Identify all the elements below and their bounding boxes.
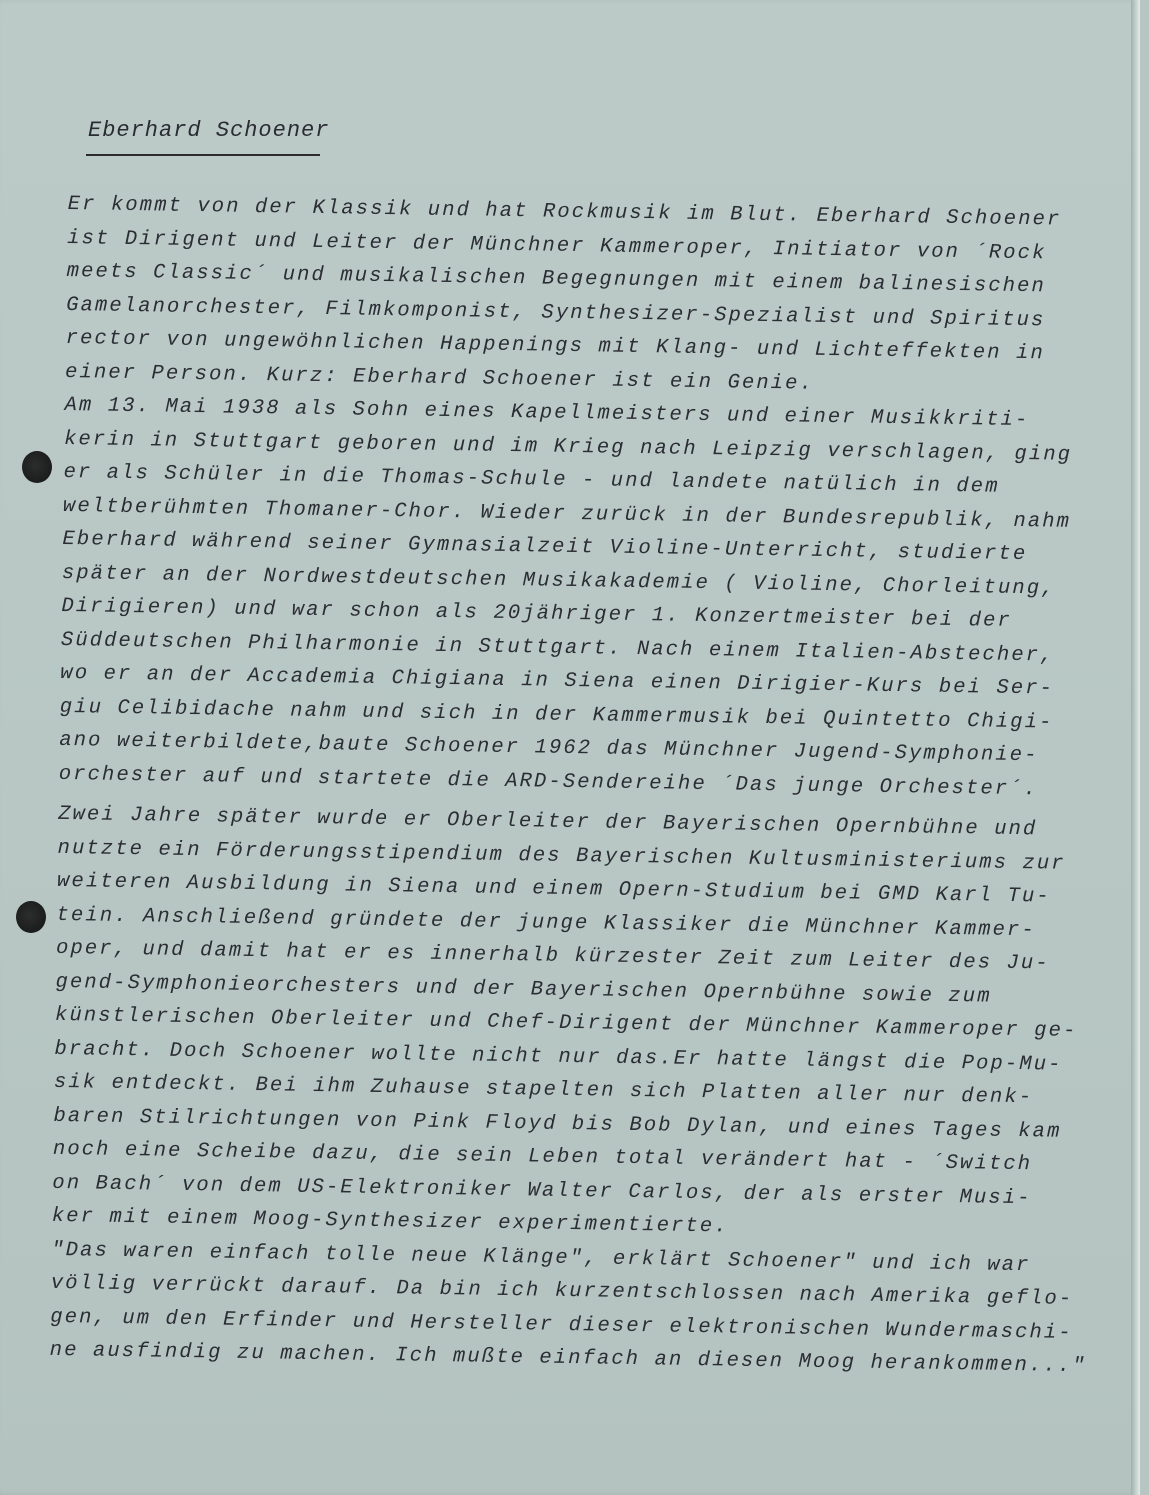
text-line: wo er an der Accademia Chigiana in Siena einen Dirigier-Kurs bei Ser- [60,661,1055,701]
text-line: Süddeutschen Philharmonie in Stuttgart. Nach einem Italien-Abstecher, [60,628,1055,668]
text-line: rector von ungewöhnlichen Happenings mit Klang- und Lichteffekten in [65,326,1046,366]
text-line: bracht. Doch Schoener wollte nicht nur das.Er hatte längst die Pop-Mu- [54,1037,1063,1077]
text-line: Eberhard während seiner Gymnasialzeit Violine-Unterricht, studierte [62,527,1028,567]
text-line: ist Dirigent und Leiter der Münchner Kammeroper, Initiator von ´Rock [67,226,1047,265]
document-title: Eberhard Schoener [88,118,330,143]
typed-body-text [49,188,1087,1383]
text-line: gend-Symphonieorchesters und der Bayerischen Opernbühne sowie zum [55,970,992,1009]
text-line: gen, um den Erfinder und Hersteller dieser elektronischen Wundermaschi- [50,1305,1073,1345]
text-line: nutzte ein Förderungsstipendium des Bayerischen Kultusministeriums zur [57,836,1066,876]
text-line: Er kommt von der Klassik und hat Rockmusik im Blut. Eberhard Schoener [67,192,1062,232]
paper-edge [1131,0,1140,1495]
text-line: völlig verrückt darauf. Da bin ich kurzentschlossen nach Amerika geflo- [50,1271,1074,1311]
text-line: Dirigieren) und war schon als 20jähriger 1. Konzertmeister bei der [61,594,1013,633]
text-line: ano weiterbildete,baute Schoener 1962 das Münchner Jugend-Symphonie- [59,728,1039,768]
text-line: kerin in Stuttgart geboren und im Krieg nach Leipzig verschlagen, ging [63,427,1073,467]
punch-hole [16,901,46,933]
text-line: weiteren Ausbildung in Siena und einem Opern-Studium bei GMD Karl Tu- [56,869,1051,909]
text-line: Am 13. Mai 1938 als Sohn eines Kapellmeisters und einer Musikkriti- [64,393,1030,433]
text-line: Zwei Jahre später wurde er Oberleiter der Bayerischen Opernbühne und [57,802,1038,842]
text-line: "Das waren einfach tolle neue Klänge", erklärt Schoener" und ich war [51,1238,1031,1277]
text-line: sik entdeckt. Bei ihm Zuhause stapelten sich Platten aller nur denk- [53,1070,1034,1110]
text-line: ne ausfindig zu machen. Ich mußte einfach an diesen Moog herankommen..." [49,1338,1087,1379]
text-line: orchester auf und startete die ARD-Sendereihe ´Das junge Orchester´. [58,762,1039,801]
text-line: noch eine Scheibe dazu, die sein Leben total verändert hat - ´Switch [52,1137,1033,1177]
text-line: meets Classic´ und musikalischen Begegnungen mit einem balinesischen [66,259,1047,299]
text-line: er als Schüler in die Thomas-Schule - und landete natülich in dem [63,460,1000,499]
text-line: später an der Nordwestdeutschen Musikakademie ( Violine, Chorleitung, [61,561,1056,601]
punch-hole [22,451,52,483]
text-line: giu Celibidache nahm und sich in der Kammermusik bei Quintetto Chigi- [59,695,1054,735]
text-line: oper, und damit hat er es innerhalb kürzester Zeit zum Leiter des Ju- [55,936,1050,976]
text-line: künstlerischen Oberleiter und Chef-Dirigent der Münchner Kammeroper ge- [54,1003,1078,1043]
text-line: Gamelanorchester, Filmkomponist, Synthesizer-Spezialist und Spiritus [65,293,1046,332]
title-underline [86,154,320,156]
text-line: on Bach´ von dem US-Elektroniker Walter Carlos, der als erster Musi- [52,1171,1032,1210]
text-line: weltberühmten Thomaner-Chor. Wieder zurück in der Bundesrepublik, nahm [62,494,1072,534]
text-line: einer Person. Kurz: Eberhard Schoener ist ein Genie. [64,360,815,396]
text-line: baren Stilrichtungen von Pink Floyd bis Bob Dylan, und eines Tages kam [53,1104,1062,1144]
text-line: ker mit einem Moog-Synthesizer experimentierte. [51,1204,729,1239]
text-line: tein. Anschließend gründete der junge Klassiker die Münchner Kammer- [56,903,1036,942]
